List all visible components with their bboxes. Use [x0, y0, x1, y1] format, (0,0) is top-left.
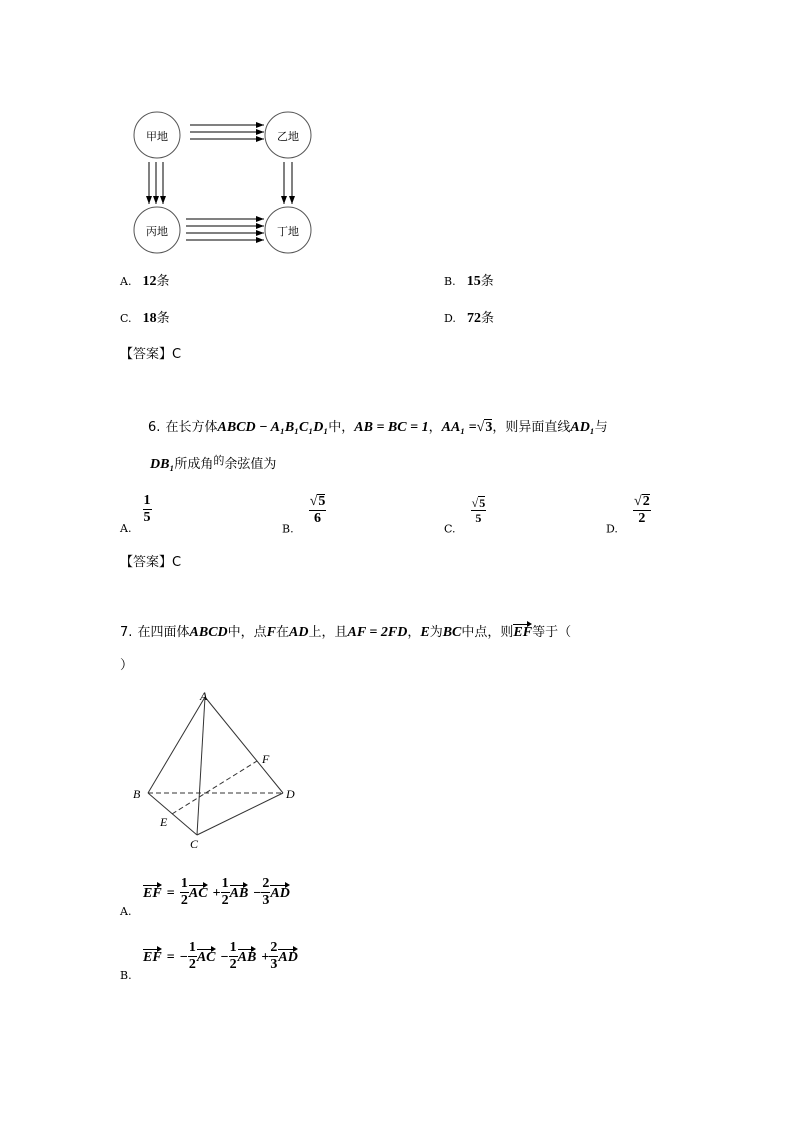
q7-option-a-letter: A.	[120, 905, 132, 918]
vertex-label-a: A	[200, 689, 208, 703]
segment-ef-hidden	[172, 761, 257, 814]
edge-ab	[148, 697, 205, 793]
q5-answer: 【答案】C	[120, 347, 182, 362]
node-label-bing: 丙地	[146, 225, 168, 238]
node-label-jia: 甲地	[146, 130, 168, 143]
tetrahedron-figure	[125, 685, 305, 855]
point-label-e: E	[160, 815, 168, 829]
q5-option-c[interactable]: C. 18条	[120, 311, 170, 326]
q7-stem-line2: ）	[120, 658, 134, 673]
q6-answer: 【答案】C	[120, 555, 182, 570]
q6-option-d[interactable]: $_{D.}$ $\frac{√2}{2}$	[606, 494, 650, 536]
point-label-f: F	[262, 752, 270, 766]
edge-cd	[197, 793, 283, 835]
q5-option-d[interactable]: D. 72条	[444, 311, 495, 326]
q7-option-b-letter: B.	[120, 969, 132, 982]
edge-ac	[197, 697, 205, 835]
q6-option-c[interactable]: $_{C.}$ $\frac{√5}{5}$	[444, 496, 486, 536]
node-label-yi: 乙地	[277, 130, 299, 143]
vertex-label-d: D	[286, 787, 295, 801]
q5-option-a[interactable]: A. 12条	[120, 274, 170, 289]
node-label-ding: 丁地	[277, 225, 299, 238]
q5-option-b[interactable]: B. 15条	[444, 274, 494, 289]
vertex-label-b: B	[133, 787, 141, 801]
q6-option-b[interactable]: $_{B.}$ $\frac{√5}{6}$	[282, 494, 326, 536]
q7-stem-line1: 7. 在四面体ABCD中，点F在AD上，且AF = 2FD，E为BC中点，则EF等于（	[120, 625, 572, 640]
q6-stem-line2: DB₁所成角$^的$余弦值为	[150, 454, 277, 472]
q7-option-a[interactable]: EF = $\frac{1}{2}$ AC + $\frac{1}{2}$ AB − $\frac{2}{3}$ AD	[143, 876, 290, 908]
edge-ad	[205, 697, 283, 793]
vertex-label-c: C	[190, 837, 199, 851]
q6-stem-line1: 6. 在长方体ABCD − A₁B₁C₁D₁中，AB = BC = 1，AA₁ =√3，则异面直线AD₁与	[148, 420, 608, 435]
q7-option-b[interactable]: EF = − $\frac{1}{2}$ AC − $\frac{1}{2}$ AB + $\frac{2}{3}$ AD	[143, 940, 298, 972]
q6-option-a[interactable]: $_{A.}$ $\frac{1}{5}$	[120, 493, 151, 535]
